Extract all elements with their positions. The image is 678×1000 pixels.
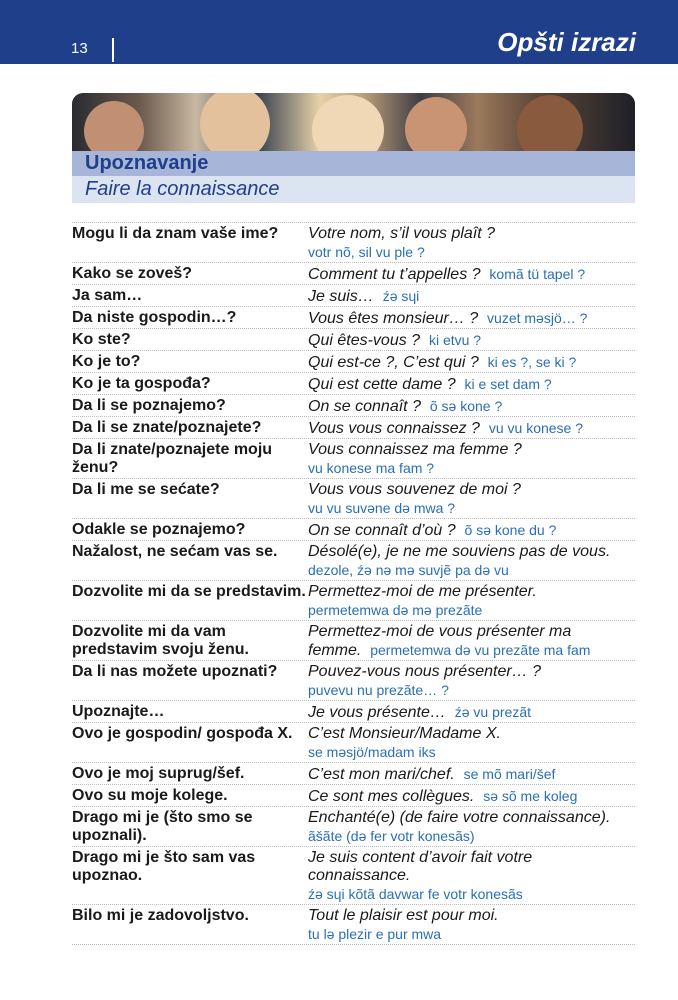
serbian-phrase: Da li se poznajemo? [72, 397, 226, 414]
phrase-row [72, 307, 635, 329]
french-translation [308, 307, 635, 328]
photo-person-3 [312, 95, 384, 151]
header-bar [0, 0, 678, 64]
serbian-phrase: Da niste gospodin…? [72, 309, 237, 326]
french-phrase: C’est Monsieur/Madame X. [308, 725, 501, 742]
french-phrase: Tout le plaisir est pour moi. [308, 907, 499, 924]
section-photo [72, 93, 635, 151]
pronunciation: źə vu prezãt [454, 704, 532, 720]
pronunciation: se məsjö/madam iks [308, 744, 436, 760]
phrase-row [72, 395, 635, 417]
serbian-phrase: Kako se zoveš? [72, 265, 193, 282]
french-phrase: Qui est-ce ?, C’est qui ? [308, 354, 479, 371]
pronunciation: vu vu suvəne də mwa ? [308, 500, 456, 516]
french-phrase: Je vous présente… [308, 704, 446, 721]
serbian-phrase: Da li me se sećate? [72, 481, 220, 498]
phrase-row [72, 763, 635, 785]
phrase-list [72, 222, 635, 945]
french-translation [308, 905, 635, 944]
serbian-phrase: Dozvolite mi da se predstavim. [72, 583, 306, 600]
french-phrase: Vous êtes monsieur… ? [308, 310, 479, 327]
french-translation [308, 417, 635, 438]
phrase-row [72, 661, 635, 701]
serbian-phrase: Da li nas možete upoznati? [72, 663, 278, 680]
serbian-phrase: Odakle se poznajemo? [72, 521, 246, 538]
pronunciation: permetemwa də vu prezãte ma fam [370, 642, 591, 658]
pronunciation: dezole, źə nə mə suvjẽ pa də vu [308, 562, 509, 578]
french-translation [308, 661, 635, 700]
french-translation [308, 807, 635, 846]
serbian-phrase: Ovo je gospodin/ gospođa X. [72, 725, 293, 742]
pronunciation: komã tü tapel ? [489, 266, 586, 282]
french-translation [308, 785, 635, 806]
french-translation [308, 479, 635, 518]
pronunciation: sə sõ me koleg [483, 788, 578, 804]
french-translation [308, 223, 635, 262]
phrase-row [72, 479, 635, 519]
serbian-phrase: Drago mi je što sam vas upoznao. [72, 849, 256, 884]
serbian-phrase: Mogu li da znam vaše ime? [72, 225, 279, 242]
french-phrase: Vous vous connaissez ? [308, 420, 480, 437]
page-number: 13 [71, 40, 88, 57]
french-translation [308, 439, 635, 478]
french-translation [308, 263, 635, 284]
serbian-phrase: Nažalost, ne sećam vas se. [72, 543, 278, 560]
french-phrase: Qui êtes-vous ? [308, 332, 421, 349]
french-phrase: Ce sont mes collègues. [308, 788, 475, 805]
phrase-row [72, 541, 635, 581]
french-phrase: Enchanté(e) (de faire votre connaissance). [308, 809, 611, 826]
french-translation [308, 373, 635, 394]
phrase-row [72, 223, 635, 263]
pronunciation: puvevu nu prezãte… ? [308, 682, 449, 698]
section-subtitle-band [72, 176, 635, 203]
photo-person-1 [84, 101, 144, 151]
phrase-row [72, 263, 635, 285]
french-phrase: On se connaît d’où ? [308, 522, 456, 539]
french-translation [308, 395, 635, 416]
french-phrase: Permettez-moi de me présenter. [308, 583, 537, 600]
photo-person-5 [517, 95, 583, 151]
french-translation [308, 329, 635, 350]
phrase-row [72, 329, 635, 351]
french-translation [308, 723, 635, 762]
french-phrase: Qui est cette dame ? [308, 376, 456, 393]
serbian-phrase: Ovo su moje kolege. [72, 787, 228, 804]
phrase-row [72, 807, 635, 847]
phrase-row [72, 373, 635, 395]
french-phrase: Vous vous souvenez de moi ? [308, 481, 521, 498]
section-title-band [72, 151, 635, 176]
serbian-phrase: Da li znate/poznajete moju ženu? [72, 441, 273, 476]
french-phrase: Désolé(e), je ne me souviens pas de vous. [308, 543, 611, 560]
pronunciation: õ sə kone ? [429, 398, 503, 414]
french-phrase: Vous connaissez ma femme ? [308, 441, 522, 458]
serbian-phrase: Dozvolite mi da vam predstavim svoju ženu. [72, 623, 249, 658]
serbian-phrase: Ja sam… [72, 287, 143, 304]
pronunciation: ki e set dam ? [464, 376, 552, 392]
serbian-phrase: Bilo mi je zadovoljstvo. [72, 907, 249, 924]
phrase-row [72, 905, 635, 945]
pronunciation: tu lə plezir e pur mwa [308, 926, 442, 942]
phrase-row [72, 723, 635, 763]
serbian-phrase: Da li se znate/poznajete? [72, 419, 262, 436]
french-translation [308, 285, 635, 306]
phrase-row [72, 417, 635, 439]
serbian-phrase: Ko je ta gospođa? [72, 375, 211, 392]
french-phrase: C’est mon mari/chef. [308, 766, 455, 783]
section-title: Upoznavanje [85, 152, 209, 174]
pronunciation: se mõ mari/šef [463, 766, 556, 782]
phrase-row [72, 847, 635, 905]
pronunciation: õ sə kone du ? [464, 522, 557, 538]
section-subtitle: Faire la connaissance [85, 178, 280, 200]
chapter-title: Opšti izrazi [497, 27, 636, 57]
phrase-row [72, 785, 635, 807]
phrase-row [72, 285, 635, 307]
photo-person-4 [405, 97, 467, 151]
french-translation [308, 701, 635, 722]
pronunciation: źə sɥi kõtã davwar fe votr konesãs [308, 886, 523, 902]
french-phrase: Pouvez-vous nous présenter… ? [308, 663, 542, 680]
french-translation [308, 581, 635, 620]
phrase-row [72, 351, 635, 373]
french-phrase: Permettez-moi de vous présenter ma femme. [308, 623, 572, 659]
pronunciation: źə sɥi [382, 288, 420, 304]
pronunciation: permetemwa də mə prezãte [308, 602, 483, 618]
photo-person-2 [200, 93, 270, 151]
pronunciation: ki etvu ? [428, 332, 482, 348]
phrase-row [72, 519, 635, 541]
serbian-phrase: Upoznajte… [72, 703, 165, 720]
pronunciation: ki es ?, se ki ? [487, 354, 577, 370]
serbian-phrase: Ko je to? [72, 353, 141, 370]
french-phrase: Votre nom, s’il vous plaît ? [308, 225, 496, 242]
french-phrase: On se connaît ? [308, 398, 421, 415]
serbian-phrase: Ko ste? [72, 331, 131, 348]
phrase-row [72, 439, 635, 479]
header-divider [112, 38, 114, 62]
french-translation [308, 351, 635, 372]
french-phrase: Je suis content d’avoir fait votre connaissance. [308, 849, 533, 884]
pronunciation: ãšãte (də fer votr konesãs) [308, 828, 475, 844]
phrase-row [72, 581, 635, 621]
serbian-phrase: Ovo je moj suprug/šef. [72, 765, 245, 782]
french-translation [308, 519, 635, 540]
pronunciation: vu vu konese ? [488, 420, 584, 436]
pronunciation: vu konese ma fam ? [308, 460, 435, 476]
serbian-phrase: Drago mi je (što smo se upoznali). [72, 809, 253, 844]
french-translation [308, 621, 635, 660]
phrase-row [72, 621, 635, 661]
pronunciation: votr nõ, sil vu ple ? [308, 244, 425, 260]
french-translation [308, 541, 635, 580]
french-phrase: Je suis… [308, 288, 374, 305]
french-translation [308, 847, 635, 904]
pronunciation: vuzet məsjö… ? [487, 310, 588, 326]
french-phrase: Comment tu t’appelles ? [308, 266, 481, 283]
phrase-row [72, 701, 635, 723]
french-translation [308, 763, 635, 784]
